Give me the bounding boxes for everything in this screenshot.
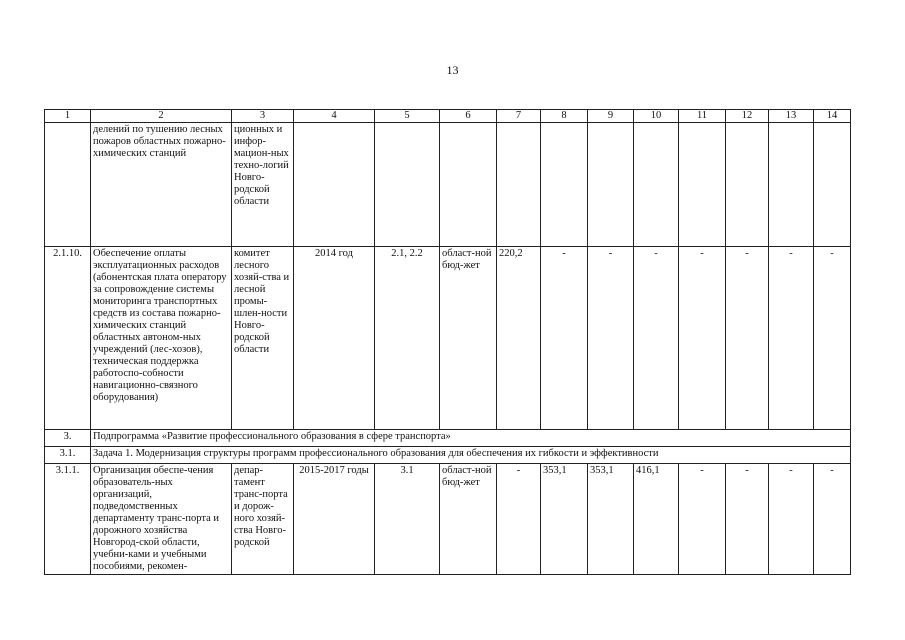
- empty-cell: [375, 123, 440, 247]
- column-number: 13: [769, 110, 814, 123]
- value-cell: 220,2: [497, 247, 541, 430]
- value-cell: 416,1: [634, 464, 679, 575]
- column-number: 1: [45, 110, 91, 123]
- empty-cell: [294, 123, 375, 247]
- activity-name-text: Организация обеспе-чения образователь-ных организаций, подведомственных департаменту транс-порта и дорожного хозяйства Новгород-ской области, учебни-ками и учебными пособиями, рекомен-: [93, 465, 220, 572]
- empty-cell: [769, 123, 814, 247]
- term-cell: 2015-2017 годы: [294, 464, 375, 575]
- funding-source-cell: област-ной бюд-жет: [440, 247, 497, 430]
- value-cell: -: [726, 464, 769, 575]
- term-cell: 2014 год: [294, 247, 375, 430]
- column-number: 14: [814, 110, 851, 123]
- executor-cell: ционных и инфор-мацион-ных техно-логий Новго-родской области: [232, 123, 294, 247]
- value-cell: 353,1: [541, 464, 588, 575]
- executor-cell: [232, 464, 294, 575]
- target-cell: 2.1, 2.2: [375, 247, 440, 430]
- column-number: 5: [375, 110, 440, 123]
- column-number: 7: [497, 110, 541, 123]
- table-row: [45, 247, 851, 430]
- empty-cell: [497, 123, 541, 247]
- value-cell: -: [679, 464, 726, 575]
- activity-name-cell: [91, 464, 232, 575]
- activity-name-cell: Обеспечение оплаты эксплуатационных расходов (абонентская плата оператору за сопровождение системы мониторинга транспортных средств из состава пожарно-химических станций областных автоном-ных учреждений (лес-хозов), техническая поддержка работоспо-собности навигационно-связного оборудования): [91, 247, 232, 430]
- task-title-cell: Задача 1. Модернизация структуры программ профессионального образования для обеспечения их гибкости и эффективности: [91, 447, 851, 464]
- column-number: 12: [726, 110, 769, 123]
- value-cell: -: [541, 247, 588, 430]
- value-cell: -: [726, 247, 769, 430]
- column-number: 4: [294, 110, 375, 123]
- executor-text: депар-тамент транс-порта и дорож-ного хозяй-ства Новго-родской: [234, 465, 288, 548]
- value-cell: -: [814, 464, 851, 575]
- table-row: [45, 464, 851, 575]
- column-number: 2: [91, 110, 232, 123]
- table-row: [45, 123, 851, 247]
- column-number: 10: [634, 110, 679, 123]
- value-cell: 353,1: [588, 464, 634, 575]
- row-number-cell: 3.1.: [45, 447, 91, 464]
- executor-cell: комитет лесного хозяй-ства и лесной промы-шлен-ности Новго-родской области: [232, 247, 294, 430]
- empty-cell: [814, 123, 851, 247]
- empty-cell: [726, 123, 769, 247]
- value-cell: -: [769, 247, 814, 430]
- row-number-cell: [45, 123, 91, 247]
- column-number-row: [45, 110, 851, 123]
- empty-cell: [588, 123, 634, 247]
- column-number: 8: [541, 110, 588, 123]
- value-cell: -: [814, 247, 851, 430]
- page-number: 13: [446, 63, 459, 77]
- funding-source-cell: област-ной бюд-жет: [440, 464, 497, 575]
- value-cell: -: [588, 247, 634, 430]
- value-cell: -: [769, 464, 814, 575]
- value-cell: -: [634, 247, 679, 430]
- empty-cell: [440, 123, 497, 247]
- column-number: 3: [232, 110, 294, 123]
- row-number-cell: 3.1.1.: [45, 464, 91, 575]
- empty-cell: [634, 123, 679, 247]
- activity-name-cell: делений по тушению лесных пожаров областных пожарно-химических станций: [91, 123, 232, 247]
- empty-cell: [541, 123, 588, 247]
- table-row: [45, 447, 851, 464]
- column-number: 6: [440, 110, 497, 123]
- row-number-cell: 3.: [45, 430, 91, 447]
- table-row: [45, 430, 851, 447]
- value-cell: -: [497, 464, 541, 575]
- target-cell: 3.1: [375, 464, 440, 575]
- empty-cell: [679, 123, 726, 247]
- program-table: [44, 109, 851, 575]
- row-number-cell: 2.1.10.: [45, 247, 91, 430]
- value-cell: -: [679, 247, 726, 430]
- subprogram-title-cell: Подпрограмма «Развитие профессионального образования в сфере транспорта»: [91, 430, 851, 447]
- column-number: 11: [679, 110, 726, 123]
- column-number: 9: [588, 110, 634, 123]
